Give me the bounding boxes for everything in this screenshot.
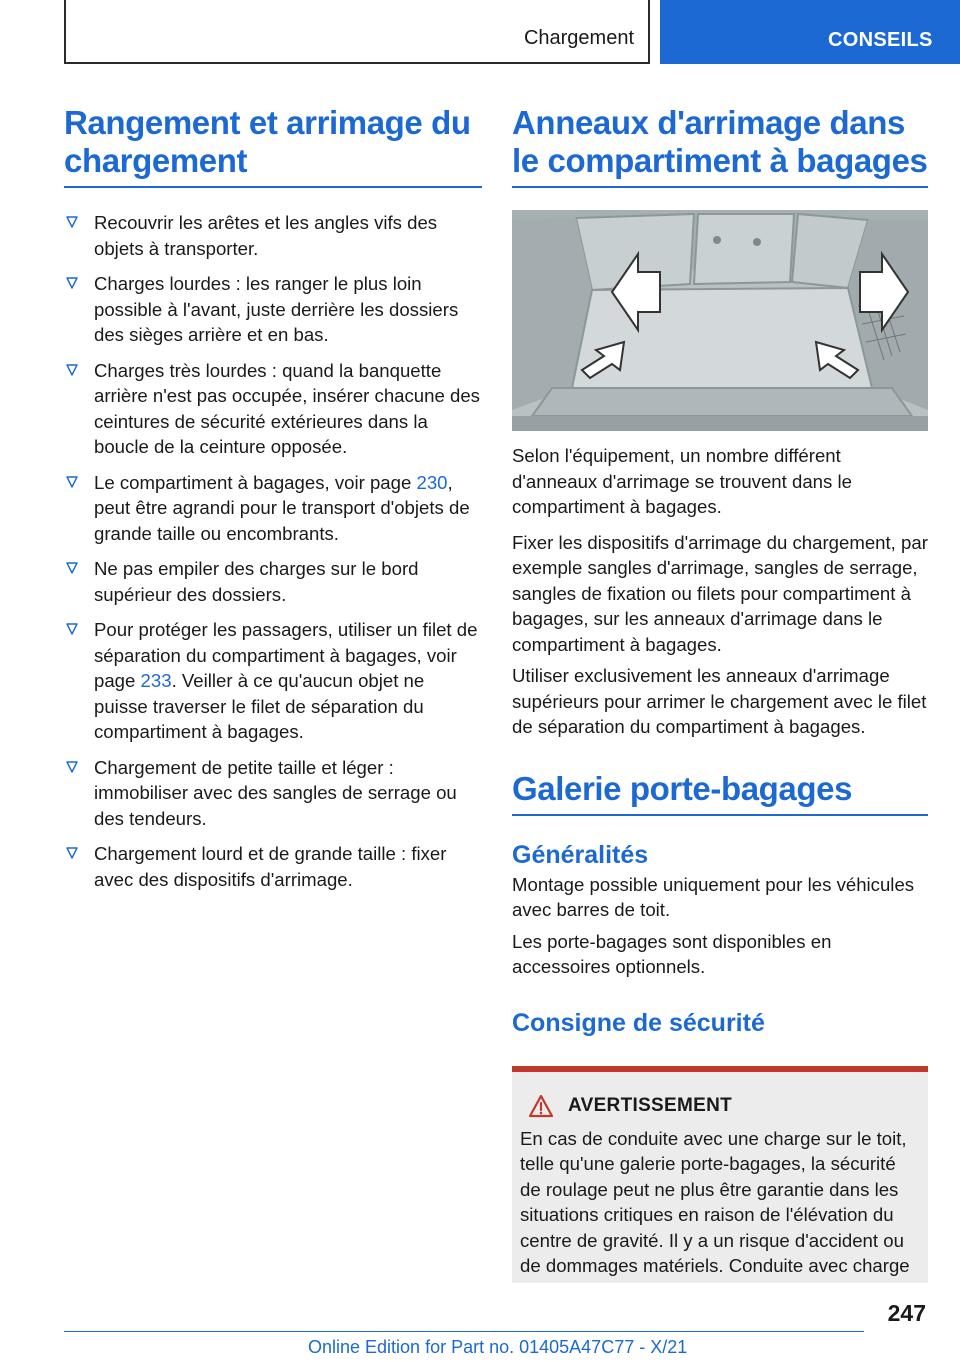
tie-down-paragraph-3: Utiliser exclusivement les anneaux d'arrimage supérieurs pour arrimer le chargement avec le filet de séparation du compartiment à bagages. <box>512 665 927 737</box>
header-chapter-tab[interactable] <box>660 0 960 64</box>
bullet-text: Chargement de petite taille et léger : immobiliser avec des sangles de serrage ou des tendeurs. <box>94 756 457 829</box>
tie-down-paragraph-2: Fixer les dispositifs d'arrimage du chargement, par exemple sangles d'arrimage, sangles de serrage, sangles de fixation ou filets pour compartiment à bagages, sur les anneaux d'arrimage dans le compartiment à bagages. <box>512 531 928 655</box>
footer-edition: Online Edition for Part no. 01405A47C77 - X/21 <box>308 1337 688 1357</box>
tie-down-paragraph-1: Selon l'équipement, un nombre différent d'anneaux d'arrimage se trouvent dans le compartiment à bagages. <box>512 445 852 517</box>
header-chapter-label: CONSEILS <box>828 29 933 51</box>
bullet-list <box>64 210 482 892</box>
general-subtitle: Généralités <box>512 840 649 869</box>
warning-text: En cas de conduite avec une charge sur le toit, telle qu'une galerie porte-bagages, la sécurité de roulage peut ne plus être garantie dans les situations critiques en raison de l'élévation du centre de gravité. Il y a un risque d'accident ou de dommages matériels. Conduite avec charge <box>520 1127 910 1276</box>
header-section-box <box>64 0 650 64</box>
bullet-triangle-icon <box>66 276 78 290</box>
title-rule <box>512 814 928 816</box>
bullet-item <box>64 210 482 261</box>
bullet-item <box>64 556 482 607</box>
general-paragraph-2: Les porte-bagages sont disponibles en accessoires optionnels. <box>512 930 832 977</box>
bullet-text: Le compartiment à bagages, voir page <box>94 471 417 493</box>
luggage-compartment-image <box>512 210 928 431</box>
title-rule <box>64 186 482 188</box>
bullet-triangle-icon <box>66 760 78 774</box>
page-reference-link[interactable]: 230 <box>416 471 448 493</box>
header-section-title: Chargement <box>523 27 634 49</box>
bullet-triangle-icon <box>66 622 78 636</box>
tie-down-title: Anneaux d'arrimage dans le compartiment à bagages <box>512 104 928 179</box>
bullet-triangle-icon <box>66 846 78 860</box>
bullet-text: Recouvrir les arêtes et les angles vifs des objets à transporter. <box>94 212 438 259</box>
bullet-item <box>64 841 482 892</box>
bullet-text: Pour protéger les passagers, utiliser un filet de séparation du compartiment à bagages, voir page <box>94 619 478 691</box>
bullet-item <box>64 470 482 547</box>
title-rule <box>512 186 928 188</box>
bullet-item <box>64 358 482 460</box>
bullet-text: Charges très lourdes : quand la banquette arrière n'est pas occupée, insérer chacune des ceintures de sécurité extérieures dans la boucle de la ceinture opposée. <box>94 359 480 457</box>
bullet-triangle-icon <box>66 475 78 489</box>
bullet-text: Chargement lourd et de grande taille : fixer avec des dispositifs d'arrimage. <box>94 843 447 890</box>
bullet-item <box>64 755 482 832</box>
bullet-triangle-icon <box>66 561 78 575</box>
footer-rule <box>64 1331 864 1332</box>
bullet-text: . Veiller à ce qu'aucun objet ne puisse traverser le filet de séparation du compartiment à bagages. <box>94 670 425 742</box>
storage-title: Rangement et arrimage du chargement <box>64 104 471 179</box>
roof-rack-title: Galerie porte-bagages <box>512 769 853 807</box>
left-column <box>64 104 482 902</box>
right-column <box>512 104 928 1283</box>
page-reference-link[interactable]: 233 <box>140 670 172 691</box>
bullet-item <box>64 617 482 745</box>
bullet-triangle-icon <box>66 215 78 229</box>
bullet-text: , peut être agrandi pour le transport d'objets de grande taille ou encombrants. <box>94 471 470 544</box>
bullet-text: Ne pas empiler des charges sur le bord supérieur des dossiers. <box>94 558 419 605</box>
warning-triangle-icon <box>528 1094 554 1118</box>
bullet-triangle-icon <box>66 363 78 377</box>
bullet-item <box>64 271 482 348</box>
warning-title: AVERTISSEMENT <box>568 1094 733 1116</box>
page-number: 247 <box>887 1300 926 1326</box>
warning-box <box>512 1066 928 1283</box>
bullet-text: Charges lourdes : les ranger le plus loin possible à l'avant, juste derrière les dossiers des sièges arrière et en bas. <box>94 273 459 345</box>
safety-subtitle: Consigne de sécurité <box>512 1008 765 1037</box>
general-paragraph-1: Montage possible uniquement pour les véhicules avec barres de toit. <box>512 873 915 920</box>
